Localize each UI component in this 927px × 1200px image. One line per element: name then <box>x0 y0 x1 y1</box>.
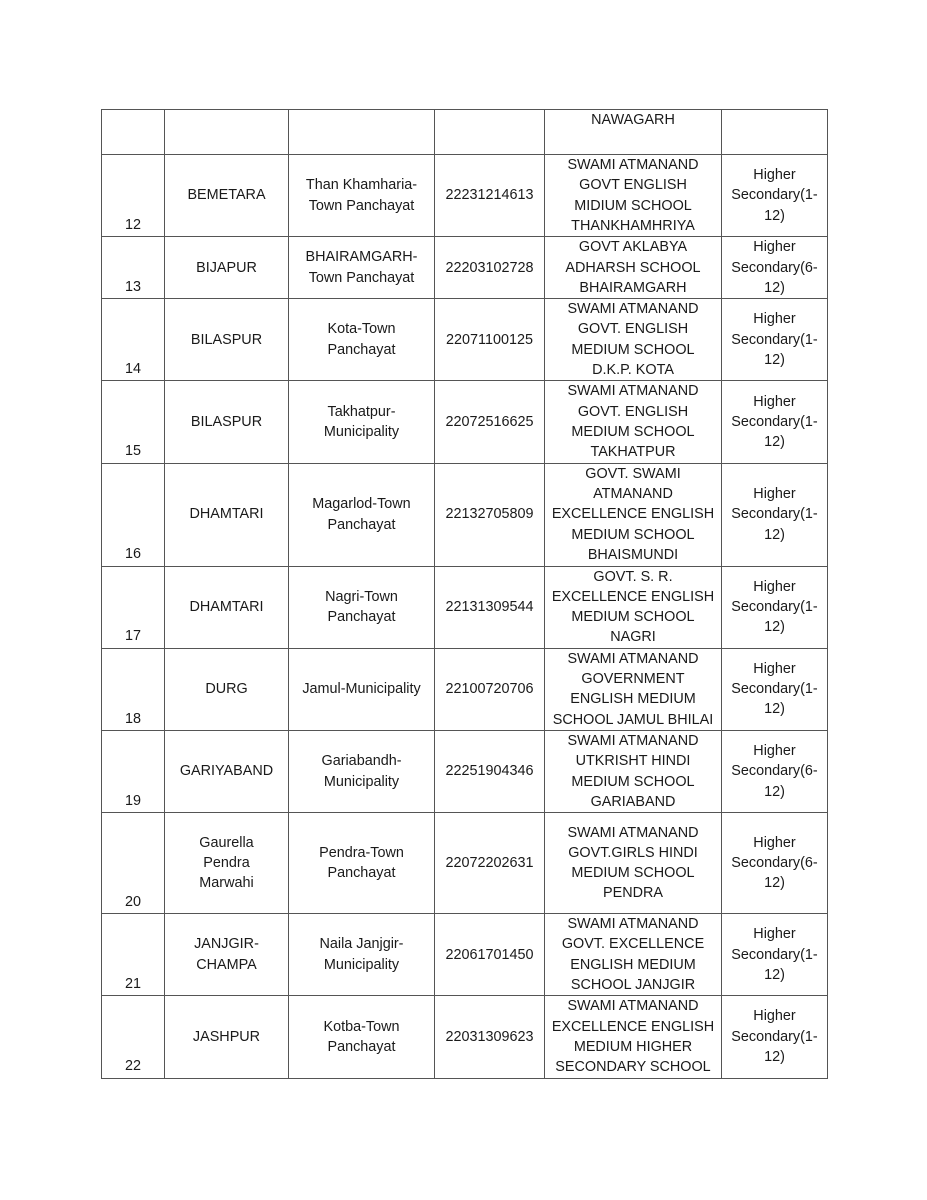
sno-cell: 13 <box>102 237 165 299</box>
district-cell <box>165 381 289 463</box>
school-name-line: GOVT.GIRLS HINDI <box>568 844 698 861</box>
table-row <box>102 648 828 730</box>
category-cell <box>722 914 828 996</box>
sno-cell: 14 <box>102 299 165 381</box>
category-line: Higher <box>753 578 796 595</box>
district-cell <box>165 996 289 1078</box>
school-name-line: SWAMI ATMANAND <box>567 732 699 749</box>
category-line: Higher <box>753 1008 796 1025</box>
ulb-cell <box>289 996 435 1078</box>
school-name-line: GARIABAND <box>590 793 676 810</box>
table-row <box>102 566 828 648</box>
table-row <box>102 996 828 1078</box>
category-line: Higher <box>753 660 796 677</box>
school-name-line: SWAMI ATMANAND <box>567 157 699 173</box>
school-name-cell <box>545 110 722 155</box>
udise-cell: 22031309623 <box>435 996 545 1078</box>
district-cell <box>165 110 289 155</box>
district-line: JANJGIR- <box>194 936 259 953</box>
district-cell <box>165 237 289 299</box>
district-line: Pendra <box>203 854 250 871</box>
category-cell <box>722 381 828 463</box>
sno-cell: 21 <box>102 914 165 996</box>
table-row <box>102 155 828 237</box>
school-name-line: BHAIRAMGARH <box>579 279 687 296</box>
district-line: DURG <box>205 681 248 698</box>
category-cell <box>722 566 828 648</box>
ulb-line: Municipality <box>323 773 400 790</box>
school-name-line: SWAMI ATMANAND <box>567 383 699 400</box>
category-line: Secondary(6- <box>731 259 818 276</box>
school-name-line: D.K.P. KOTA <box>592 362 674 379</box>
school-name-cell <box>545 237 722 299</box>
category-line: 12) <box>764 526 785 543</box>
school-name-cell <box>545 648 722 730</box>
ulb-cell <box>289 299 435 381</box>
school-name-line: SCHOOL JANJGIR <box>570 977 696 994</box>
ulb-line: Gariabandh- <box>321 753 402 770</box>
category-line: 12) <box>764 351 785 368</box>
table-row <box>102 730 828 812</box>
school-name-line: GOVT. EXCELLENCE <box>561 936 705 953</box>
district-line: DHAMTARI <box>189 506 264 523</box>
category-line: Secondary(6- <box>731 854 818 871</box>
category-cell <box>722 237 828 299</box>
ulb-line: Panchayat <box>327 516 396 533</box>
school-name-line: SWAMI ATMANAND <box>567 650 699 667</box>
district-line: BEMETARA <box>187 187 266 204</box>
school-name-line: SWAMI ATMANAND <box>567 998 699 1015</box>
category-line: 12) <box>764 783 785 800</box>
ulb-cell <box>289 730 435 812</box>
district-cell <box>165 914 289 996</box>
schools-table <box>101 109 828 1079</box>
school-name-line: GOVT ENGLISH <box>579 177 687 194</box>
district-cell <box>165 566 289 648</box>
school-name-cell <box>545 730 722 812</box>
category-line: 12) <box>764 1049 785 1066</box>
category-line: Secondary(1- <box>731 1028 818 1045</box>
school-name-cell <box>545 155 722 237</box>
category-line: Secondary(1- <box>731 413 818 430</box>
school-name-line: ENGLISH MEDIUM <box>570 691 696 708</box>
category-line: Secondary(1- <box>731 946 818 963</box>
ulb-line: Magarlod-Town <box>312 496 411 513</box>
ulb-line: Panchayat <box>327 865 396 882</box>
ulb-cell <box>289 648 435 730</box>
sno-cell: 19 <box>102 730 165 812</box>
school-name-line: MEDIUM SCHOOL <box>571 865 695 882</box>
category-line: 12) <box>764 701 785 718</box>
school-name-line: ATMANAND <box>593 486 673 503</box>
category-line: 12) <box>764 434 785 451</box>
ulb-line: Municipality <box>323 956 400 973</box>
school-name-line: MEDIUM SCHOOL <box>571 773 695 790</box>
udise-cell: 22251904346 <box>435 730 545 812</box>
sno-cell: 12 <box>102 155 165 237</box>
category-cell <box>722 299 828 381</box>
school-name-line: SCHOOL JAMUL BHILAI <box>552 711 714 728</box>
ulb-cell <box>289 155 435 237</box>
schools-table-body <box>102 110 828 1079</box>
school-name-line: SECONDARY SCHOOL <box>555 1059 711 1076</box>
ulb-cell <box>289 566 435 648</box>
sno-cell: 17 <box>102 566 165 648</box>
category-line: 12) <box>764 279 785 296</box>
udise-cell: 22072516625 <box>435 381 545 463</box>
district-line: GARIYABAND <box>179 763 274 780</box>
category-line: 12) <box>764 207 785 224</box>
school-name-line: GOVT. S. R. <box>593 568 673 585</box>
district-line: BIJAPUR <box>196 259 257 276</box>
school-name-line: EXCELLENCE ENGLISH <box>551 588 715 605</box>
district-line: JASHPUR <box>192 1028 261 1045</box>
ulb-line: Than Khamharia- <box>305 177 418 194</box>
district-line: CHAMPA <box>196 956 257 973</box>
school-name-cell <box>545 914 722 996</box>
ulb-line: Pendra-Town <box>319 844 404 861</box>
category-line: Secondary(1- <box>731 599 818 615</box>
category-cell <box>722 155 828 237</box>
school-name-line: MEDIUM SCHOOL <box>571 423 695 440</box>
school-name-line: ADHARSH SCHOOL <box>565 259 701 276</box>
school-name-line: TAKHATPUR <box>590 444 676 461</box>
district-line: Marwahi <box>199 875 254 892</box>
ulb-line: Town Panchayat <box>308 197 415 214</box>
ulb-line: Panchayat <box>327 1038 396 1055</box>
school-name-line: GOVT. SWAMI <box>585 465 681 482</box>
category-line: 12) <box>764 875 785 892</box>
category-line: Higher <box>753 834 796 851</box>
ulb-line: Naila Janjgir- <box>319 936 404 953</box>
category-line: Higher <box>753 926 796 943</box>
school-name-cell <box>545 381 722 463</box>
ulb-cell <box>289 237 435 299</box>
sno-cell: 22 <box>102 996 165 1078</box>
school-name-line: BHAISMUNDI <box>587 547 679 563</box>
ulb-cell <box>289 110 435 155</box>
category-line: Secondary(1- <box>731 331 818 348</box>
category-cell <box>722 730 828 812</box>
school-name-line: NAWAGARH <box>591 112 675 128</box>
category-line: Higher <box>753 486 796 503</box>
udise-cell: 22071100125 <box>435 299 545 381</box>
district-cell <box>165 299 289 381</box>
school-name-line: EXCELLENCE ENGLISH <box>551 1018 715 1035</box>
school-name-cell <box>545 463 722 566</box>
district-cell <box>165 730 289 812</box>
category-line: Secondary(1- <box>731 681 818 698</box>
udise-cell: 22072202631 <box>435 813 545 914</box>
ulb-line: BHAIRAMGARH- <box>305 249 418 266</box>
district-cell <box>165 648 289 730</box>
ulb-line: Kotba-Town <box>323 1018 400 1035</box>
ulb-line: Nagri-Town <box>325 588 398 605</box>
school-name-line: GOVT. ENGLISH <box>577 403 689 420</box>
table-row <box>102 914 828 996</box>
category-line: 12) <box>764 619 785 636</box>
school-name-line: MEDIUM SCHOOL <box>571 526 695 543</box>
category-cell <box>722 463 828 566</box>
udise-cell: 22203102728 <box>435 237 545 299</box>
sno-cell <box>102 110 165 155</box>
table-row <box>102 299 828 381</box>
school-name-line: MEDIUM SCHOOL <box>571 341 695 358</box>
school-name-line: MEDIUM SCHOOL <box>571 609 695 626</box>
district-line: DHAMTARI <box>189 599 264 615</box>
school-name-cell <box>545 299 722 381</box>
school-name-line: GOVERNMENT <box>581 671 685 688</box>
category-line: Higher <box>753 239 796 256</box>
category-cell <box>722 813 828 914</box>
category-line: Higher <box>753 167 796 184</box>
category-line: 12) <box>764 966 785 983</box>
category-cell <box>722 996 828 1078</box>
district-line: BILASPUR <box>190 413 263 430</box>
ulb-cell <box>289 381 435 463</box>
ulb-cell <box>289 813 435 914</box>
udise-cell: 22132705809 <box>435 463 545 566</box>
table-row <box>102 381 828 463</box>
table-row <box>102 237 828 299</box>
udise-cell: 22100720706 <box>435 648 545 730</box>
table-row <box>102 813 828 914</box>
school-name-line: PENDRA <box>603 885 663 902</box>
school-name-line: MIDIUM SCHOOL <box>574 197 692 214</box>
school-name-line: GOVT AKLABYA <box>578 239 688 256</box>
category-line: Secondary(6- <box>731 763 818 780</box>
category-cell <box>722 110 828 155</box>
udise-cell: 22131309544 <box>435 566 545 648</box>
sno-cell: 18 <box>102 648 165 730</box>
ulb-line: Panchayat <box>327 609 396 626</box>
school-name-line: THANKHAMHRIYA <box>571 217 695 234</box>
school-name-cell <box>545 566 722 648</box>
district-cell <box>165 813 289 914</box>
district-line: BILASPUR <box>190 331 263 348</box>
ulb-line: Kota-Town <box>327 321 396 338</box>
district-cell <box>165 155 289 237</box>
district-cell <box>165 463 289 566</box>
category-line: Higher <box>753 743 796 760</box>
table-row-continued <box>102 110 828 155</box>
table-row <box>102 463 828 566</box>
category-line: Secondary(1- <box>731 187 818 204</box>
school-name-cell <box>545 813 722 914</box>
school-name-line: EXCELLENCE ENGLISH <box>551 506 715 523</box>
udise-cell <box>435 110 545 155</box>
ulb-line: Town Panchayat <box>308 269 415 286</box>
ulb-line: Jamul-Municipality <box>302 681 421 698</box>
school-name-line: SWAMI ATMANAND <box>567 301 699 318</box>
school-name-line: ENGLISH MEDIUM <box>570 956 696 973</box>
category-line: Secondary(1- <box>731 506 818 523</box>
ulb-line: Municipality <box>323 423 400 440</box>
ulb-line: Takhatpur- <box>327 403 396 420</box>
udise-cell: 22061701450 <box>435 914 545 996</box>
school-name-cell <box>545 996 722 1078</box>
school-name-line: SWAMI ATMANAND <box>567 916 699 933</box>
ulb-cell <box>289 463 435 566</box>
category-line: Higher <box>753 393 796 410</box>
ulb-line: Panchayat <box>327 341 396 358</box>
district-line: Gaurella <box>199 834 254 851</box>
ulb-cell <box>289 914 435 996</box>
school-name-line: SWAMI ATMANAND <box>567 824 699 841</box>
school-name-line: NAGRI <box>610 629 656 646</box>
sno-cell: 15 <box>102 381 165 463</box>
sno-cell: 16 <box>102 463 165 566</box>
sno-cell: 20 <box>102 813 165 914</box>
school-name-line: MEDIUM HIGHER <box>573 1038 693 1055</box>
school-name-line: UTKRISHT HINDI <box>575 753 691 770</box>
category-line: Higher <box>753 311 796 328</box>
school-name-line: GOVT. ENGLISH <box>577 321 689 338</box>
category-cell <box>722 648 828 730</box>
udise-cell: 22231214613 <box>435 155 545 237</box>
